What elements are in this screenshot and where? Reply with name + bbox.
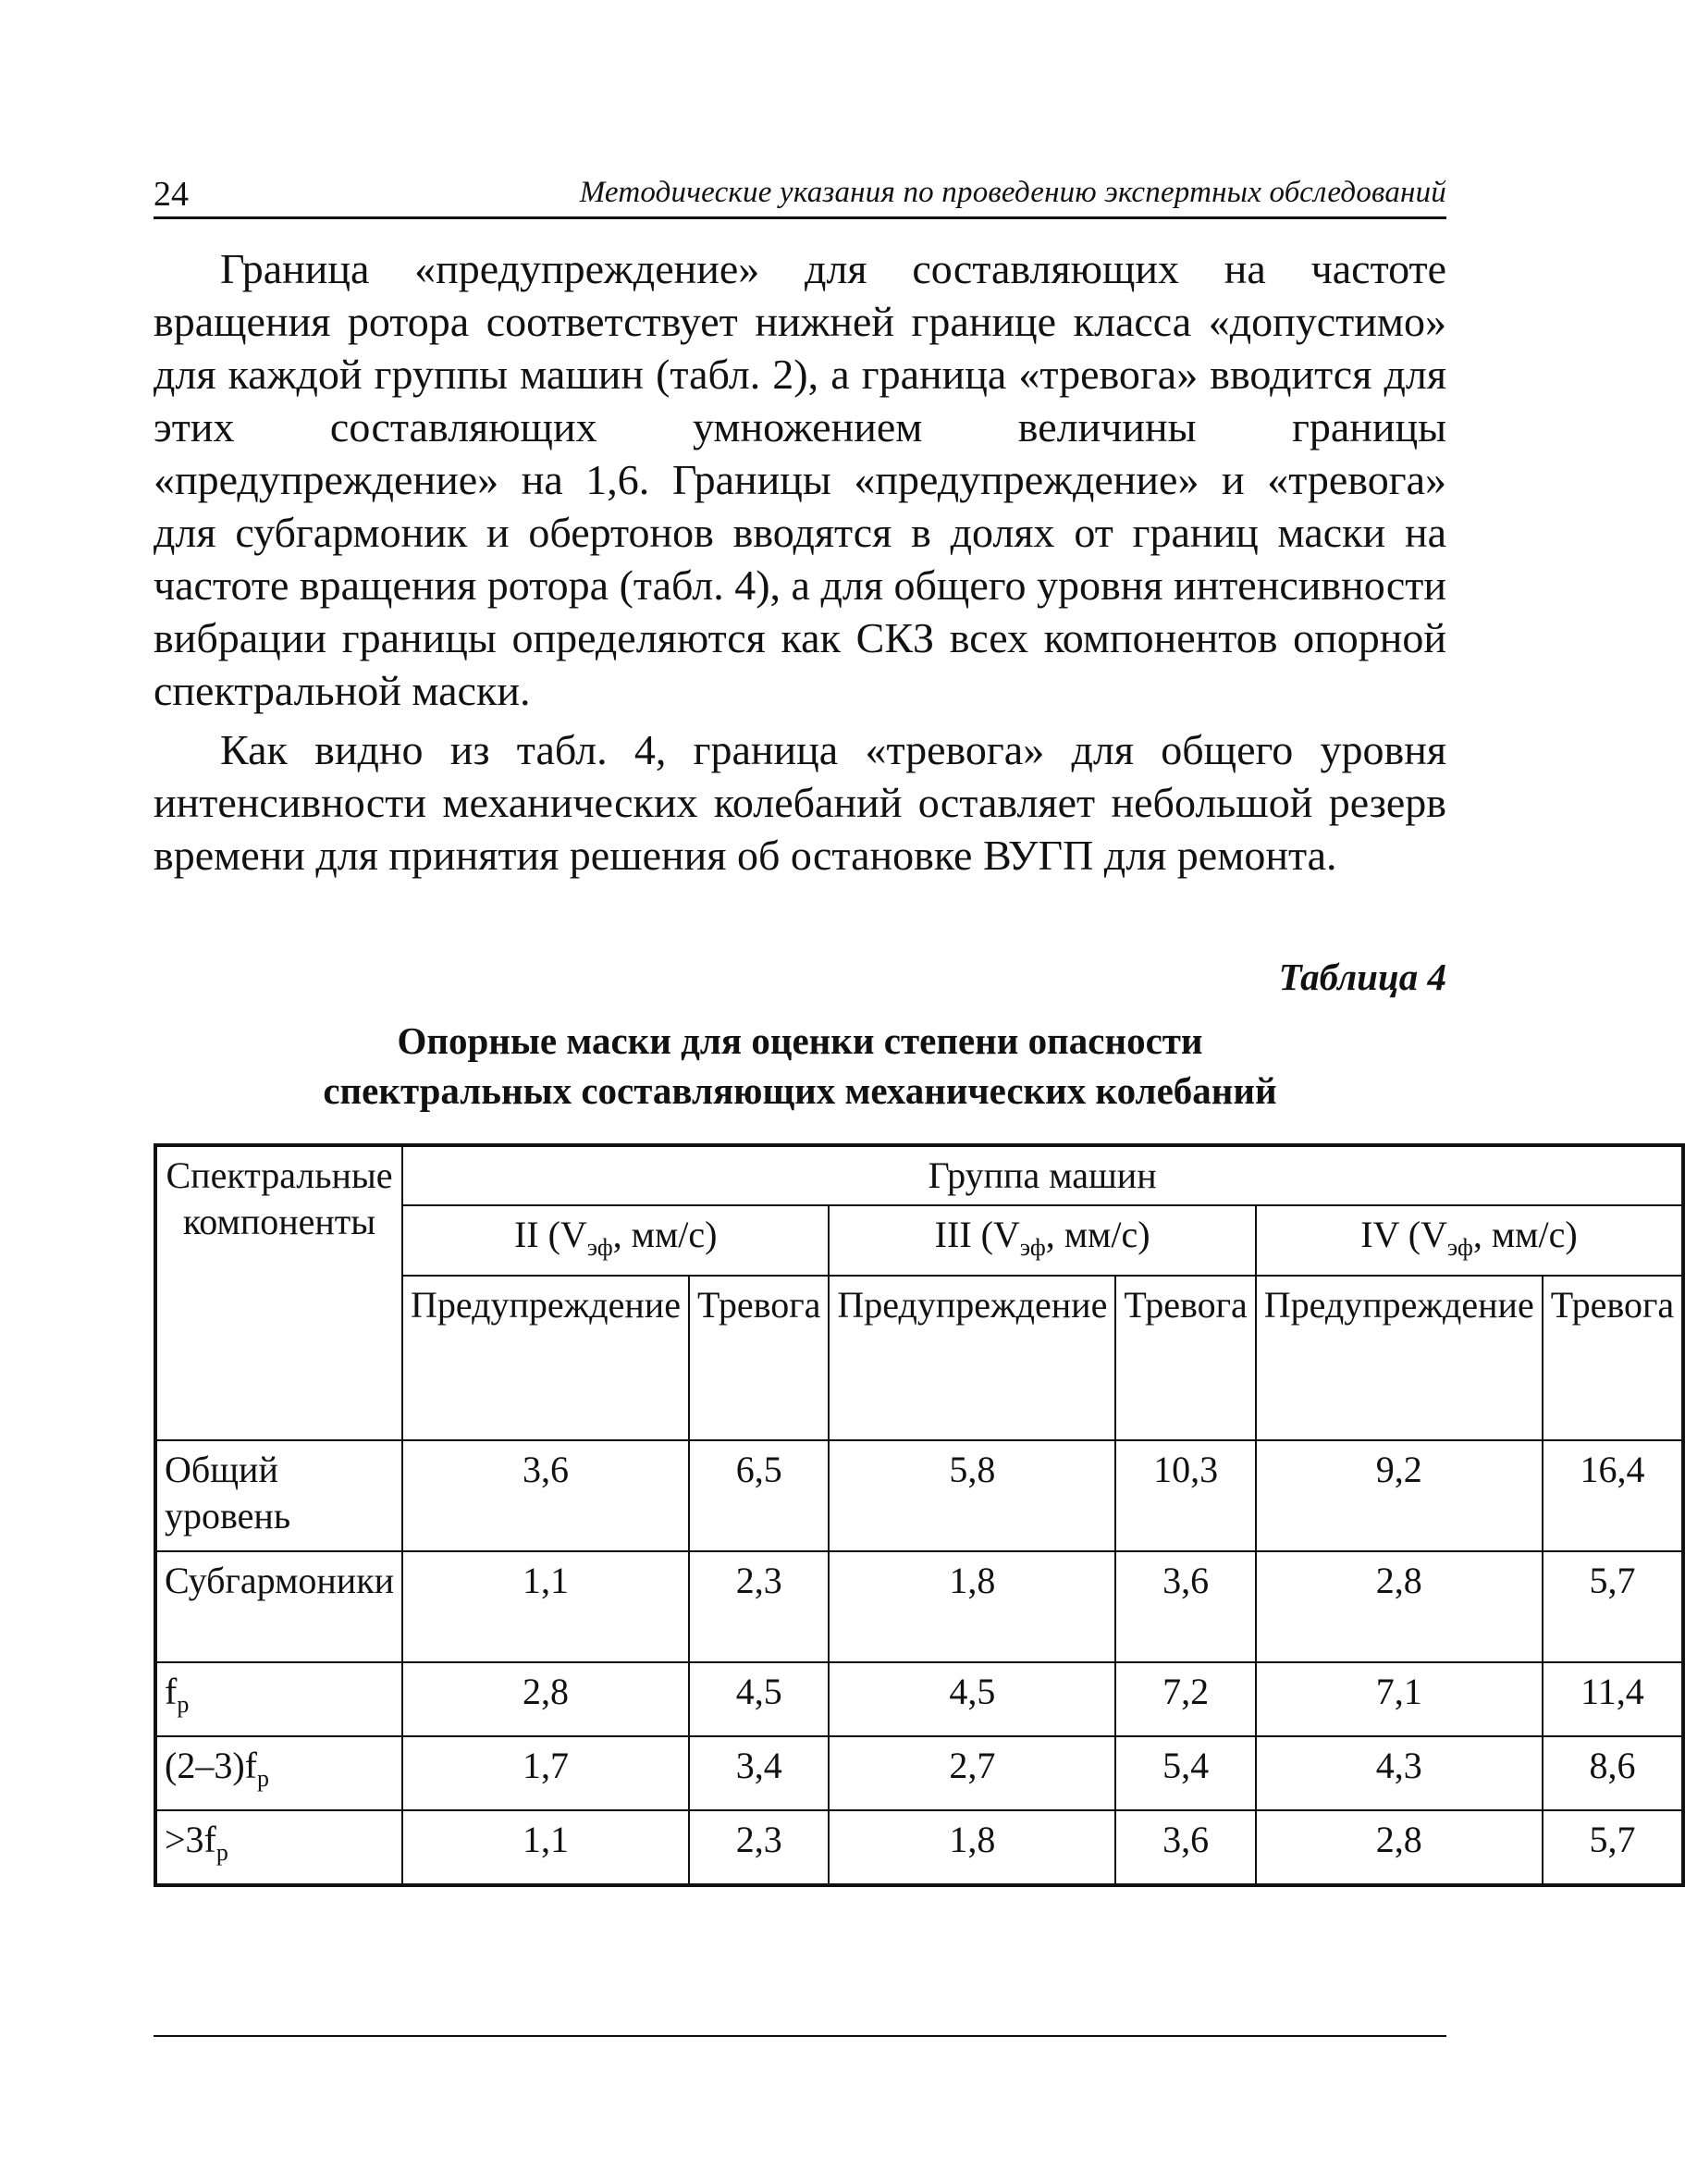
column-header-components (155, 1145, 402, 1440)
level-header-warning: Предупреждение (1256, 1276, 1543, 1440)
body-text (154, 242, 1446, 888)
table-cell: 9,2 (1256, 1440, 1543, 1551)
table-cell: 2,7 (829, 1736, 1115, 1810)
table-cell: 5,7 (1543, 1810, 1683, 1885)
table-caption (154, 953, 1446, 1116)
table-cell: 1,7 (402, 1736, 689, 1810)
row-label-text: >3f (165, 1819, 216, 1860)
row-label-text: f (165, 1671, 178, 1712)
table-row (155, 1440, 1683, 1551)
table-cell: 2,8 (402, 1662, 689, 1736)
group-subheader-unit: , мм/с) (612, 1214, 718, 1255)
level-header-alarm: Тревога (1543, 1276, 1683, 1440)
group-subheader-1 (402, 1205, 829, 1276)
table-cell: 7,2 (1115, 1662, 1255, 1736)
table-cell: 7,1 (1256, 1662, 1543, 1736)
group-subheader-2 (829, 1205, 1255, 1276)
table-title (154, 1016, 1446, 1116)
group-subheader-text: III (V (934, 1214, 1020, 1255)
level-header-warning: Предупреждение (829, 1276, 1115, 1440)
table-cell: 8,6 (1543, 1736, 1683, 1810)
column-header-components-label: Спектральные компоненты (166, 1154, 393, 1242)
paragraph-2: Как видно из табл. 4, граница «тревога» для общего уровня интенсивности механических колебаний оставляет небольшой резерв времени для принятия решения об остановке ВУГП для ремонта. (154, 726, 1446, 879)
table-cell: 4,5 (829, 1662, 1115, 1736)
group-subheader-unit: , мм/с) (1472, 1214, 1578, 1255)
row-label (155, 1662, 402, 1736)
row-label-text: Субгармоники (165, 1560, 395, 1601)
table-cell: 3,4 (689, 1736, 829, 1810)
table-cell: 5,7 (1543, 1551, 1683, 1662)
table-cell: 10,3 (1115, 1440, 1255, 1551)
table-cell: 1,1 (402, 1551, 689, 1662)
table-row (155, 1736, 1683, 1810)
group-header: Группа машин (402, 1145, 1683, 1205)
table-cell: 1,8 (829, 1551, 1115, 1662)
table-row (155, 1662, 1683, 1736)
paragraph-1: Граница «предупреждение» для составляющих на частоте вращения ротора соответствует нижней границе класса «допустимо» для каждой группы машин (табл. 2), а граница «тревога» вводится для этих составляющих умножением величины границы «предупреждение» на 1,6. Границы «предупреждение» и «тревога» для субгармоник и обертонов вводятся в долях от границ маски на частоте вращения ротора (табл. 4), а для общего уровня интенсивности вибрации границы определяются как СКЗ всех компонентов опорной спектральной маски. (154, 245, 1446, 714)
table-cell: 2,8 (1256, 1810, 1543, 1885)
level-header-alarm: Тревога (689, 1276, 829, 1440)
group-subheader-3 (1256, 1205, 1683, 1276)
row-label (155, 1810, 402, 1885)
row-label (155, 1551, 402, 1662)
group-subheader-unit: , мм/с) (1045, 1214, 1150, 1255)
row-label (155, 1736, 402, 1810)
running-title: Методические указания по проведению экспертных обследований (579, 176, 1446, 209)
page-number: 24 (154, 175, 189, 214)
group-subheader-text: II (V (513, 1214, 587, 1255)
table-cell: 1,1 (402, 1810, 689, 1885)
table-cell: 11,4 (1543, 1662, 1683, 1736)
table-cell: 5,4 (1115, 1736, 1255, 1810)
table-cell: 3,6 (402, 1440, 689, 1551)
table-cell: 1,8 (829, 1810, 1115, 1885)
group-subheader-subscript: эф (586, 1234, 613, 1261)
level-header-alarm: Тревога (1115, 1276, 1255, 1440)
table-row (155, 1551, 1683, 1662)
row-label-subscript: р (215, 1839, 228, 1866)
row-label (155, 1440, 402, 1551)
table-cell: 2,8 (1256, 1551, 1543, 1662)
group-subheader-subscript: эф (1019, 1234, 1046, 1261)
group-subheader-text: IV (V (1360, 1214, 1447, 1255)
table-label: Таблица 4 (1278, 956, 1446, 998)
spectral-masks-table (154, 1143, 1685, 1887)
table-cell: 2,3 (689, 1810, 829, 1885)
bottom-rule (154, 2035, 1446, 2037)
level-header-warning: Предупреждение (402, 1276, 689, 1440)
row-label-text: Общий уровень (165, 1449, 291, 1536)
table-cell: 6,5 (689, 1440, 829, 1551)
table-cell: 4,5 (689, 1662, 829, 1736)
running-header (154, 165, 1446, 219)
group-subheader-subscript: эф (1446, 1234, 1473, 1261)
table-title-line-1: Опорные маски для оценки степени опасности (397, 1019, 1203, 1062)
table-cell: 3,6 (1115, 1810, 1255, 1885)
table-row (155, 1810, 1683, 1885)
table-body (155, 1440, 1683, 1885)
table-cell: 3,6 (1115, 1551, 1255, 1662)
row-label-subscript: р (177, 1691, 190, 1718)
row-label-text: (2–3)f (165, 1745, 257, 1786)
table-cell: 4,3 (1256, 1736, 1543, 1810)
table-cell: 5,8 (829, 1440, 1115, 1551)
table-cell: 2,3 (689, 1551, 829, 1662)
table-cell: 16,4 (1543, 1440, 1683, 1551)
table-title-line-2: спектральных составляющих механических колебаний (323, 1069, 1277, 1112)
row-label-subscript: р (256, 1765, 269, 1792)
